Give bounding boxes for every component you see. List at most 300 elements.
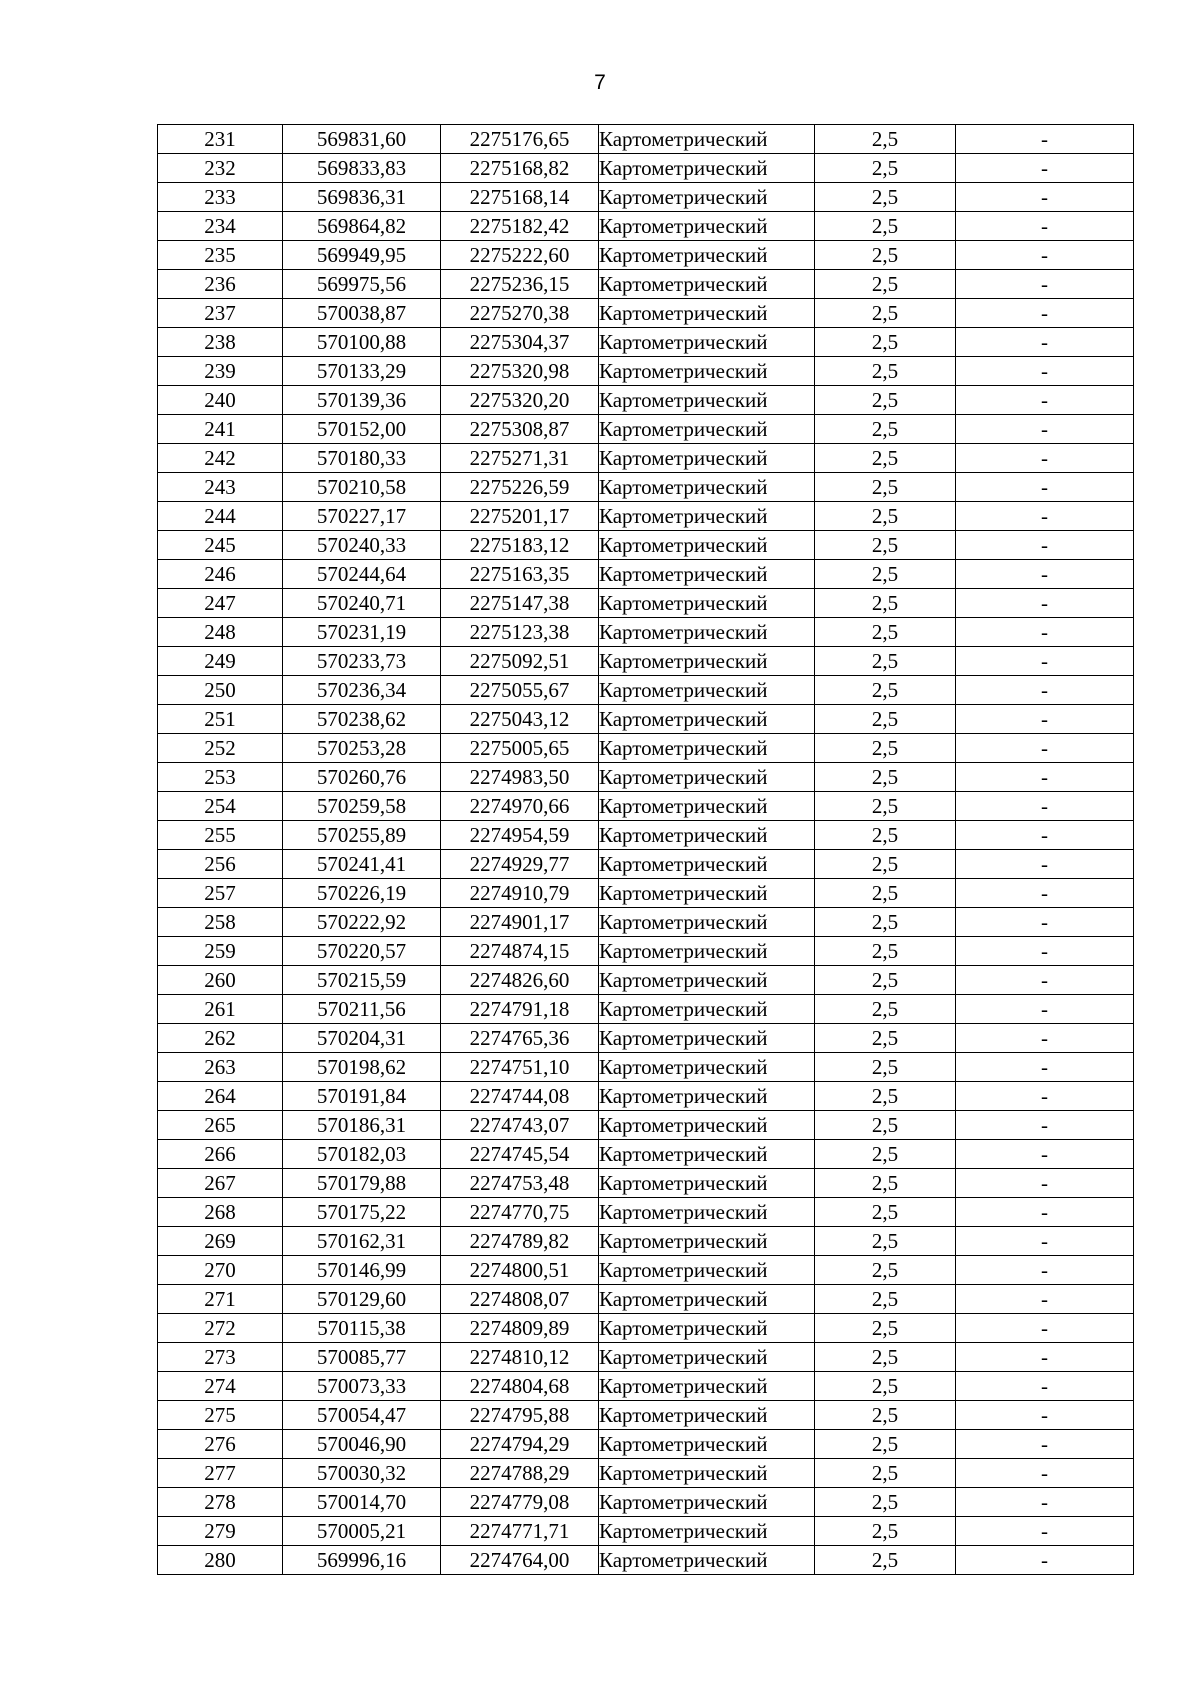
table-row <box>158 241 1134 270</box>
table-row <box>158 792 1134 821</box>
accuracy-cell: 2,5 <box>815 212 956 241</box>
method-cell: Картометрический <box>599 415 815 444</box>
table-row <box>158 1517 1134 1546</box>
y-coordinate-cell: 2274751,10 <box>441 1053 599 1082</box>
accuracy-cell: 2,5 <box>815 1227 956 1256</box>
y-coordinate-cell: 2274779,08 <box>441 1488 599 1517</box>
method-cell: Картометрический <box>599 1169 815 1198</box>
description-cell: - <box>956 1343 1134 1372</box>
description-cell: - <box>956 241 1134 270</box>
method-cell: Картометрический <box>599 995 815 1024</box>
description-cell: - <box>956 1227 1134 1256</box>
point-number-cell: 267 <box>158 1169 283 1198</box>
point-number-cell: 259 <box>158 937 283 966</box>
x-coordinate-cell: 570227,17 <box>283 502 441 531</box>
y-coordinate-cell: 2275043,12 <box>441 705 599 734</box>
accuracy-cell: 2,5 <box>815 1082 956 1111</box>
table-row <box>158 618 1134 647</box>
table-row <box>158 589 1134 618</box>
y-coordinate-cell: 2274901,17 <box>441 908 599 937</box>
accuracy-cell: 2,5 <box>815 154 956 183</box>
description-cell: - <box>956 763 1134 792</box>
description-cell: - <box>956 966 1134 995</box>
description-cell: - <box>956 1488 1134 1517</box>
accuracy-cell: 2,5 <box>815 1256 956 1285</box>
table-row <box>158 154 1134 183</box>
point-number-cell: 262 <box>158 1024 283 1053</box>
description-cell: - <box>956 1140 1134 1169</box>
method-cell: Картометрический <box>599 1430 815 1459</box>
y-coordinate-cell: 2274874,15 <box>441 937 599 966</box>
point-number-cell: 263 <box>158 1053 283 1082</box>
accuracy-cell: 2,5 <box>815 502 956 531</box>
x-coordinate-cell: 570259,58 <box>283 792 441 821</box>
accuracy-cell: 2,5 <box>815 1517 956 1546</box>
x-coordinate-cell: 570204,31 <box>283 1024 441 1053</box>
y-coordinate-cell: 2275005,65 <box>441 734 599 763</box>
table-row <box>158 328 1134 357</box>
y-coordinate-cell: 2275147,38 <box>441 589 599 618</box>
x-coordinate-cell: 570152,00 <box>283 415 441 444</box>
y-coordinate-cell: 2274764,00 <box>441 1546 599 1575</box>
point-number-cell: 272 <box>158 1314 283 1343</box>
accuracy-cell: 2,5 <box>815 1546 956 1575</box>
method-cell: Картометрический <box>599 821 815 850</box>
description-cell: - <box>956 618 1134 647</box>
x-coordinate-cell: 570139,36 <box>283 386 441 415</box>
method-cell: Картометрический <box>599 357 815 386</box>
description-cell: - <box>956 1082 1134 1111</box>
y-coordinate-cell: 2274970,66 <box>441 792 599 821</box>
method-cell: Картометрический <box>599 676 815 705</box>
description-cell: - <box>956 1285 1134 1314</box>
method-cell: Картометрический <box>599 212 815 241</box>
point-number-cell: 240 <box>158 386 283 415</box>
y-coordinate-cell: 2275271,31 <box>441 444 599 473</box>
point-number-cell: 233 <box>158 183 283 212</box>
description-cell: - <box>956 386 1134 415</box>
table-row <box>158 734 1134 763</box>
point-number-cell: 255 <box>158 821 283 850</box>
description-cell: - <box>956 937 1134 966</box>
description-cell: - <box>956 473 1134 502</box>
point-number-cell: 268 <box>158 1198 283 1227</box>
description-cell: - <box>956 1111 1134 1140</box>
method-cell: Картометрический <box>599 705 815 734</box>
method-cell: Картометрический <box>599 328 815 357</box>
table-row <box>158 212 1134 241</box>
x-coordinate-cell: 569864,82 <box>283 212 441 241</box>
y-coordinate-cell: 2275320,20 <box>441 386 599 415</box>
accuracy-cell: 2,5 <box>815 444 956 473</box>
point-number-cell: 250 <box>158 676 283 705</box>
x-coordinate-cell: 570240,33 <box>283 531 441 560</box>
y-coordinate-cell: 2275320,98 <box>441 357 599 386</box>
accuracy-cell: 2,5 <box>815 1372 956 1401</box>
point-number-cell: 275 <box>158 1401 283 1430</box>
description-cell: - <box>956 125 1134 154</box>
y-coordinate-cell: 2275163,35 <box>441 560 599 589</box>
accuracy-cell: 2,5 <box>815 966 956 995</box>
description-cell: - <box>956 531 1134 560</box>
method-cell: Картометрический <box>599 154 815 183</box>
table-row <box>158 1488 1134 1517</box>
accuracy-cell: 2,5 <box>815 850 956 879</box>
accuracy-cell: 2,5 <box>815 328 956 357</box>
description-cell: - <box>956 1546 1134 1575</box>
y-coordinate-cell: 2274809,89 <box>441 1314 599 1343</box>
accuracy-cell: 2,5 <box>815 415 956 444</box>
x-coordinate-cell: 570182,03 <box>283 1140 441 1169</box>
x-coordinate-cell: 570175,22 <box>283 1198 441 1227</box>
description-cell: - <box>956 502 1134 531</box>
x-coordinate-cell: 570100,88 <box>283 328 441 357</box>
y-coordinate-cell: 2275092,51 <box>441 647 599 676</box>
point-number-cell: 241 <box>158 415 283 444</box>
table-row <box>158 1053 1134 1082</box>
description-cell: - <box>956 647 1134 676</box>
accuracy-cell: 2,5 <box>815 676 956 705</box>
table-row <box>158 763 1134 792</box>
method-cell: Картометрический <box>599 589 815 618</box>
point-number-cell: 237 <box>158 299 283 328</box>
accuracy-cell: 2,5 <box>815 995 956 1024</box>
accuracy-cell: 2,5 <box>815 879 956 908</box>
method-cell: Картометрический <box>599 734 815 763</box>
accuracy-cell: 2,5 <box>815 1488 956 1517</box>
accuracy-cell: 2,5 <box>815 1459 956 1488</box>
x-coordinate-cell: 570191,84 <box>283 1082 441 1111</box>
table-row <box>158 1372 1134 1401</box>
table-row <box>158 1024 1134 1053</box>
accuracy-cell: 2,5 <box>815 734 956 763</box>
description-cell: - <box>956 1198 1134 1227</box>
method-cell: Картометрический <box>599 763 815 792</box>
accuracy-cell: 2,5 <box>815 1169 956 1198</box>
x-coordinate-cell: 570238,62 <box>283 705 441 734</box>
method-cell: Картометрический <box>599 1372 815 1401</box>
description-cell: - <box>956 560 1134 589</box>
y-coordinate-cell: 2274929,77 <box>441 850 599 879</box>
description-cell: - <box>956 821 1134 850</box>
accuracy-cell: 2,5 <box>815 937 956 966</box>
accuracy-cell: 2,5 <box>815 1140 956 1169</box>
x-coordinate-cell: 570226,19 <box>283 879 441 908</box>
y-coordinate-cell: 2275183,12 <box>441 531 599 560</box>
y-coordinate-cell: 2274910,79 <box>441 879 599 908</box>
method-cell: Картометрический <box>599 1111 815 1140</box>
x-coordinate-cell: 569836,31 <box>283 183 441 212</box>
point-number-cell: 276 <box>158 1430 283 1459</box>
table-row <box>158 937 1134 966</box>
table-row <box>158 1082 1134 1111</box>
point-number-cell: 232 <box>158 154 283 183</box>
point-number-cell: 239 <box>158 357 283 386</box>
table-row <box>158 1227 1134 1256</box>
accuracy-cell: 2,5 <box>815 589 956 618</box>
point-number-cell: 242 <box>158 444 283 473</box>
x-coordinate-cell: 569975,56 <box>283 270 441 299</box>
method-cell: Картометрический <box>599 183 815 212</box>
x-coordinate-cell: 570054,47 <box>283 1401 441 1430</box>
x-coordinate-cell: 570085,77 <box>283 1343 441 1372</box>
x-coordinate-cell: 570014,70 <box>283 1488 441 1517</box>
y-coordinate-cell: 2274744,08 <box>441 1082 599 1111</box>
y-coordinate-cell: 2274753,48 <box>441 1169 599 1198</box>
description-cell: - <box>956 705 1134 734</box>
point-number-cell: 245 <box>158 531 283 560</box>
description-cell: - <box>956 1314 1134 1343</box>
method-cell: Картометрический <box>599 937 815 966</box>
method-cell: Картометрический <box>599 647 815 676</box>
point-number-cell: 280 <box>158 1546 283 1575</box>
x-coordinate-cell: 570005,21 <box>283 1517 441 1546</box>
accuracy-cell: 2,5 <box>815 531 956 560</box>
description-cell: - <box>956 1430 1134 1459</box>
description-cell: - <box>956 995 1134 1024</box>
y-coordinate-cell: 2275304,37 <box>441 328 599 357</box>
x-coordinate-cell: 570233,73 <box>283 647 441 676</box>
point-number-cell: 236 <box>158 270 283 299</box>
point-number-cell: 278 <box>158 1488 283 1517</box>
y-coordinate-cell: 2275222,60 <box>441 241 599 270</box>
accuracy-cell: 2,5 <box>815 908 956 937</box>
x-coordinate-cell: 570255,89 <box>283 821 441 850</box>
description-cell: - <box>956 850 1134 879</box>
y-coordinate-cell: 2274795,88 <box>441 1401 599 1430</box>
point-number-cell: 243 <box>158 473 283 502</box>
method-cell: Картометрический <box>599 444 815 473</box>
point-number-cell: 247 <box>158 589 283 618</box>
accuracy-cell: 2,5 <box>815 763 956 792</box>
x-coordinate-cell: 570215,59 <box>283 966 441 995</box>
y-coordinate-cell: 2274810,12 <box>441 1343 599 1372</box>
method-cell: Картометрический <box>599 473 815 502</box>
table-row <box>158 444 1134 473</box>
y-coordinate-cell: 2274954,59 <box>441 821 599 850</box>
description-cell: - <box>956 299 1134 328</box>
x-coordinate-cell: 570253,28 <box>283 734 441 763</box>
y-coordinate-cell: 2275226,59 <box>441 473 599 502</box>
x-coordinate-cell: 570241,41 <box>283 850 441 879</box>
y-coordinate-cell: 2274791,18 <box>441 995 599 1024</box>
x-coordinate-cell: 570198,62 <box>283 1053 441 1082</box>
y-coordinate-cell: 2274789,82 <box>441 1227 599 1256</box>
description-cell: - <box>956 270 1134 299</box>
x-coordinate-cell: 569949,95 <box>283 241 441 270</box>
x-coordinate-cell: 570038,87 <box>283 299 441 328</box>
description-cell: - <box>956 357 1134 386</box>
y-coordinate-cell: 2274804,68 <box>441 1372 599 1401</box>
page-number: 7 <box>594 71 606 94</box>
method-cell: Картометрический <box>599 1343 815 1372</box>
accuracy-cell: 2,5 <box>815 1024 956 1053</box>
method-cell: Картометрический <box>599 908 815 937</box>
accuracy-cell: 2,5 <box>815 1314 956 1343</box>
description-cell: - <box>956 1169 1134 1198</box>
description-cell: - <box>956 154 1134 183</box>
table-row <box>158 473 1134 502</box>
y-coordinate-cell: 2274800,51 <box>441 1256 599 1285</box>
table-row <box>158 386 1134 415</box>
method-cell: Картометрический <box>599 502 815 531</box>
table-row <box>158 270 1134 299</box>
description-cell: - <box>956 183 1134 212</box>
accuracy-cell: 2,5 <box>815 357 956 386</box>
y-coordinate-cell: 2274765,36 <box>441 1024 599 1053</box>
point-number-cell: 260 <box>158 966 283 995</box>
table-row <box>158 995 1134 1024</box>
method-cell: Картометрический <box>599 1314 815 1343</box>
table-row <box>158 676 1134 705</box>
description-cell: - <box>956 1053 1134 1082</box>
point-number-cell: 270 <box>158 1256 283 1285</box>
accuracy-cell: 2,5 <box>815 560 956 589</box>
method-cell: Картометрический <box>599 1459 815 1488</box>
y-coordinate-cell: 2275168,14 <box>441 183 599 212</box>
description-cell: - <box>956 212 1134 241</box>
point-number-cell: 246 <box>158 560 283 589</box>
table-row <box>158 1314 1134 1343</box>
x-coordinate-cell: 569996,16 <box>283 1546 441 1575</box>
accuracy-cell: 2,5 <box>815 1401 956 1430</box>
point-number-cell: 264 <box>158 1082 283 1111</box>
x-coordinate-cell: 570129,60 <box>283 1285 441 1314</box>
y-coordinate-cell: 2274743,07 <box>441 1111 599 1140</box>
y-coordinate-cell: 2275176,65 <box>441 125 599 154</box>
table-row <box>158 1546 1134 1575</box>
method-cell: Картометрический <box>599 270 815 299</box>
description-cell: - <box>956 1372 1134 1401</box>
x-coordinate-cell: 570046,90 <box>283 1430 441 1459</box>
table-row <box>158 1343 1134 1372</box>
table-row <box>158 183 1134 212</box>
point-number-cell: 261 <box>158 995 283 1024</box>
accuracy-cell: 2,5 <box>815 1343 956 1372</box>
x-coordinate-cell: 570146,99 <box>283 1256 441 1285</box>
point-number-cell: 271 <box>158 1285 283 1314</box>
x-coordinate-cell: 570240,71 <box>283 589 441 618</box>
point-number-cell: 258 <box>158 908 283 937</box>
method-cell: Картометрический <box>599 850 815 879</box>
table-row <box>158 1430 1134 1459</box>
table-row <box>158 908 1134 937</box>
point-number-cell: 253 <box>158 763 283 792</box>
table-row <box>158 1140 1134 1169</box>
y-coordinate-cell: 2274788,29 <box>441 1459 599 1488</box>
point-number-cell: 234 <box>158 212 283 241</box>
point-number-cell: 252 <box>158 734 283 763</box>
method-cell: Картометрический <box>599 1140 815 1169</box>
description-cell: - <box>956 589 1134 618</box>
y-coordinate-cell: 2274983,50 <box>441 763 599 792</box>
table-row <box>158 357 1134 386</box>
accuracy-cell: 2,5 <box>815 125 956 154</box>
table-row <box>158 299 1134 328</box>
accuracy-cell: 2,5 <box>815 1053 956 1082</box>
x-coordinate-cell: 570231,19 <box>283 618 441 647</box>
point-number-cell: 256 <box>158 850 283 879</box>
y-coordinate-cell: 2275055,67 <box>441 676 599 705</box>
y-coordinate-cell: 2275308,87 <box>441 415 599 444</box>
accuracy-cell: 2,5 <box>815 270 956 299</box>
point-number-cell: 254 <box>158 792 283 821</box>
method-cell: Картометрический <box>599 1198 815 1227</box>
accuracy-cell: 2,5 <box>815 183 956 212</box>
table-row <box>158 1256 1134 1285</box>
table-row <box>158 560 1134 589</box>
table-row <box>158 415 1134 444</box>
x-coordinate-cell: 570210,58 <box>283 473 441 502</box>
description-cell: - <box>956 792 1134 821</box>
x-coordinate-cell: 570133,29 <box>283 357 441 386</box>
point-number-cell: 273 <box>158 1343 283 1372</box>
method-cell: Картометрический <box>599 1024 815 1053</box>
accuracy-cell: 2,5 <box>815 1198 956 1227</box>
x-coordinate-cell: 570236,34 <box>283 676 441 705</box>
y-coordinate-cell: 2275168,82 <box>441 154 599 183</box>
method-cell: Картометрический <box>599 531 815 560</box>
point-number-cell: 269 <box>158 1227 283 1256</box>
description-cell: - <box>956 676 1134 705</box>
description-cell: - <box>956 879 1134 908</box>
point-number-cell: 238 <box>158 328 283 357</box>
x-coordinate-cell: 569833,83 <box>283 154 441 183</box>
table-row <box>158 125 1134 154</box>
description-cell: - <box>956 1256 1134 1285</box>
x-coordinate-cell: 570162,31 <box>283 1227 441 1256</box>
method-cell: Картометрический <box>599 792 815 821</box>
accuracy-cell: 2,5 <box>815 473 956 502</box>
point-number-cell: 231 <box>158 125 283 154</box>
description-cell: - <box>956 908 1134 937</box>
method-cell: Картометрический <box>599 125 815 154</box>
description-cell: - <box>956 1459 1134 1488</box>
accuracy-cell: 2,5 <box>815 705 956 734</box>
description-cell: - <box>956 415 1134 444</box>
y-coordinate-cell: 2275270,38 <box>441 299 599 328</box>
accuracy-cell: 2,5 <box>815 1430 956 1459</box>
accuracy-cell: 2,5 <box>815 647 956 676</box>
table-row <box>158 1169 1134 1198</box>
method-cell: Картометрический <box>599 618 815 647</box>
method-cell: Картометрический <box>599 1488 815 1517</box>
table-row <box>158 531 1134 560</box>
accuracy-cell: 2,5 <box>815 386 956 415</box>
description-cell: - <box>956 1401 1134 1430</box>
point-number-cell: 235 <box>158 241 283 270</box>
y-coordinate-cell: 2274745,54 <box>441 1140 599 1169</box>
y-coordinate-cell: 2274826,60 <box>441 966 599 995</box>
method-cell: Картометрический <box>599 1285 815 1314</box>
x-coordinate-cell: 570115,38 <box>283 1314 441 1343</box>
table-row <box>158 850 1134 879</box>
point-number-cell: 257 <box>158 879 283 908</box>
x-coordinate-cell: 570180,33 <box>283 444 441 473</box>
y-coordinate-cell: 2275123,38 <box>441 618 599 647</box>
description-cell: - <box>956 734 1134 763</box>
accuracy-cell: 2,5 <box>815 299 956 328</box>
y-coordinate-cell: 2275236,15 <box>441 270 599 299</box>
description-cell: - <box>956 328 1134 357</box>
accuracy-cell: 2,5 <box>815 241 956 270</box>
y-coordinate-cell: 2274771,71 <box>441 1517 599 1546</box>
x-coordinate-cell: 570073,33 <box>283 1372 441 1401</box>
method-cell: Картометрический <box>599 299 815 328</box>
table-row <box>158 1459 1134 1488</box>
table-row <box>158 879 1134 908</box>
table-row <box>158 821 1134 850</box>
